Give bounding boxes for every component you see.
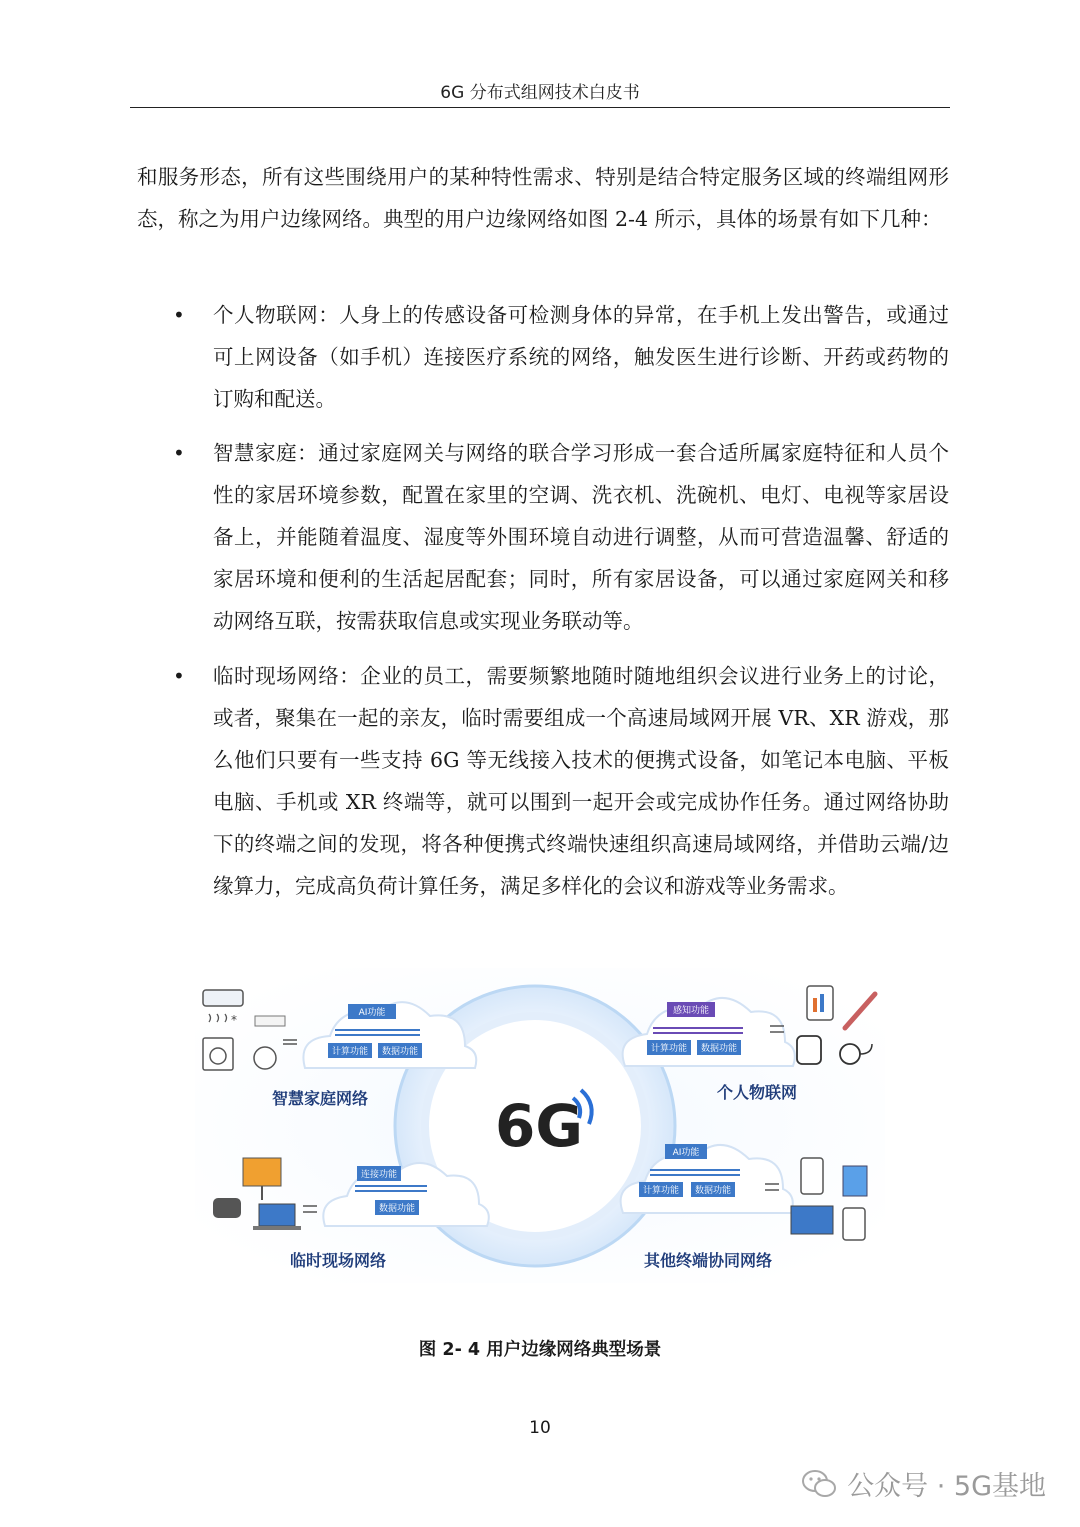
monitor-icon <box>791 1206 833 1234</box>
bullet-marker: • <box>173 303 185 327</box>
svg-text:计算功能: 计算功能 <box>650 1044 688 1054</box>
bullet-item-personal-iot <box>137 294 949 420</box>
tablet-icon <box>843 1208 865 1240</box>
svg-text:AI功能: AI功能 <box>672 1148 700 1158</box>
svg-text:数据功能: 数据功能 <box>694 1186 732 1196</box>
svg-text:数据功能: 数据功能 <box>700 1044 738 1054</box>
smartwatch-icon <box>797 1036 821 1064</box>
svg-text:AI功能: AI功能 <box>358 1008 386 1018</box>
intro-paragraph: 和服务形态，所有这些围绕用户的某种特性需求、特别是结合特定服务区域的终端组网形态，称之为用户边缘网络。典型的用户边缘网络如图 2-4 所示，具体的场景有如下几种： <box>137 165 949 231</box>
vr-headset-icon <box>213 1198 241 1218</box>
server-icon <box>843 1166 867 1196</box>
svg-text:数据功能: 数据功能 <box>381 1047 419 1057</box>
svg-text:感知功能: 感知功能 <box>672 1006 710 1016</box>
watermark <box>801 1464 1046 1503</box>
figure-caption: 图 2- 4 用户边缘网络典型场景 <box>418 1340 662 1360</box>
blood-pressure-icon <box>840 1044 860 1064</box>
phone-icon <box>801 1158 823 1194</box>
watermark-text: 公众号 · 5G基地 <box>847 1471 1046 1502</box>
light-bulb-icon <box>254 1047 276 1069</box>
bullet-marker: • <box>173 664 185 688</box>
page-number: 10 <box>529 1418 551 1438</box>
bullet-text: 临时现场网络：企业的员工，需要频繁地随时随地组织会议进行业务上的讨论，或者，聚集在一起的亲友，临时需要组成一个高速局域网开展 VR、XR 游戏，那么他们只要有一些支持 6G 等无线接入技术的便携式设备，如笔记本电脑、平板电脑、手机或 XR 终端等，就可以围到一起开会或完成协作任务。通过网络协助下的终端之间的发现，将各种便携式终端快速组织高速局域网络，并借助云端/边缘算力，完成高负荷计算任务，满足多样化的会议和游戏等业务需求。 <box>213 664 949 898</box>
svg-text:计算功能: 计算功能 <box>642 1186 680 1196</box>
bullet-item-temporary-network <box>137 655 949 907</box>
label-personal-iot: 个人物联网 <box>716 1083 798 1102</box>
bullet-text: 个人物联网：人身上的传感设备可检测身体的异常，在手机上发出警告，或通过可上网设备（如手机）连接医疗系统的网络，触发医生进行诊断、开药或药物的订购和配送。 <box>213 303 949 411</box>
bullet-text: 智慧家庭：通过家庭网关与网络的联合学习形成一套合适所属家庭特征和人员个性的家居环境参数，配置在家里的空调、洗衣机、洗碗机、电灯、电视等家居设备上，并能随着温度、湿度等外围环境自动进行调整，从而可营造温馨、舒适的家居环境和便利的生活起居配套；同时，所有家居设备，可以通过家庭网关和移动网络互联，按需获取信息或实现业务联动等。 <box>213 441 949 633</box>
wechat-icon <box>801 1469 837 1499</box>
6g-logo <box>495 1090 592 1160</box>
svg-text:计算功能: 计算功能 <box>331 1047 369 1057</box>
air-conditioner-icon <box>203 990 243 1006</box>
header-rule <box>130 107 950 108</box>
washing-machine-icon <box>203 1038 233 1070</box>
running-header: 6G 分布式组网技术白皮书 <box>440 83 640 103</box>
svg-text:数据功能: 数据功能 <box>378 1204 416 1214</box>
svg-text:6G: 6G <box>495 1092 583 1160</box>
router-icon <box>255 1016 285 1026</box>
laptop-icon <box>259 1204 295 1226</box>
label-other-terminal: 其他终端协同网络 <box>643 1251 773 1270</box>
user-edge-network-figure <box>195 968 885 1283</box>
bullet-item-smart-home <box>137 432 949 642</box>
label-smart-home: 智慧家庭网络 <box>271 1089 369 1108</box>
bullet-marker: • <box>173 441 185 465</box>
presentation-board-icon <box>243 1158 281 1186</box>
label-temporary-network: 临时现场网络 <box>289 1251 387 1270</box>
svg-text:*: * <box>231 1013 237 1027</box>
svg-text:连接功能: 连接功能 <box>360 1170 398 1180</box>
